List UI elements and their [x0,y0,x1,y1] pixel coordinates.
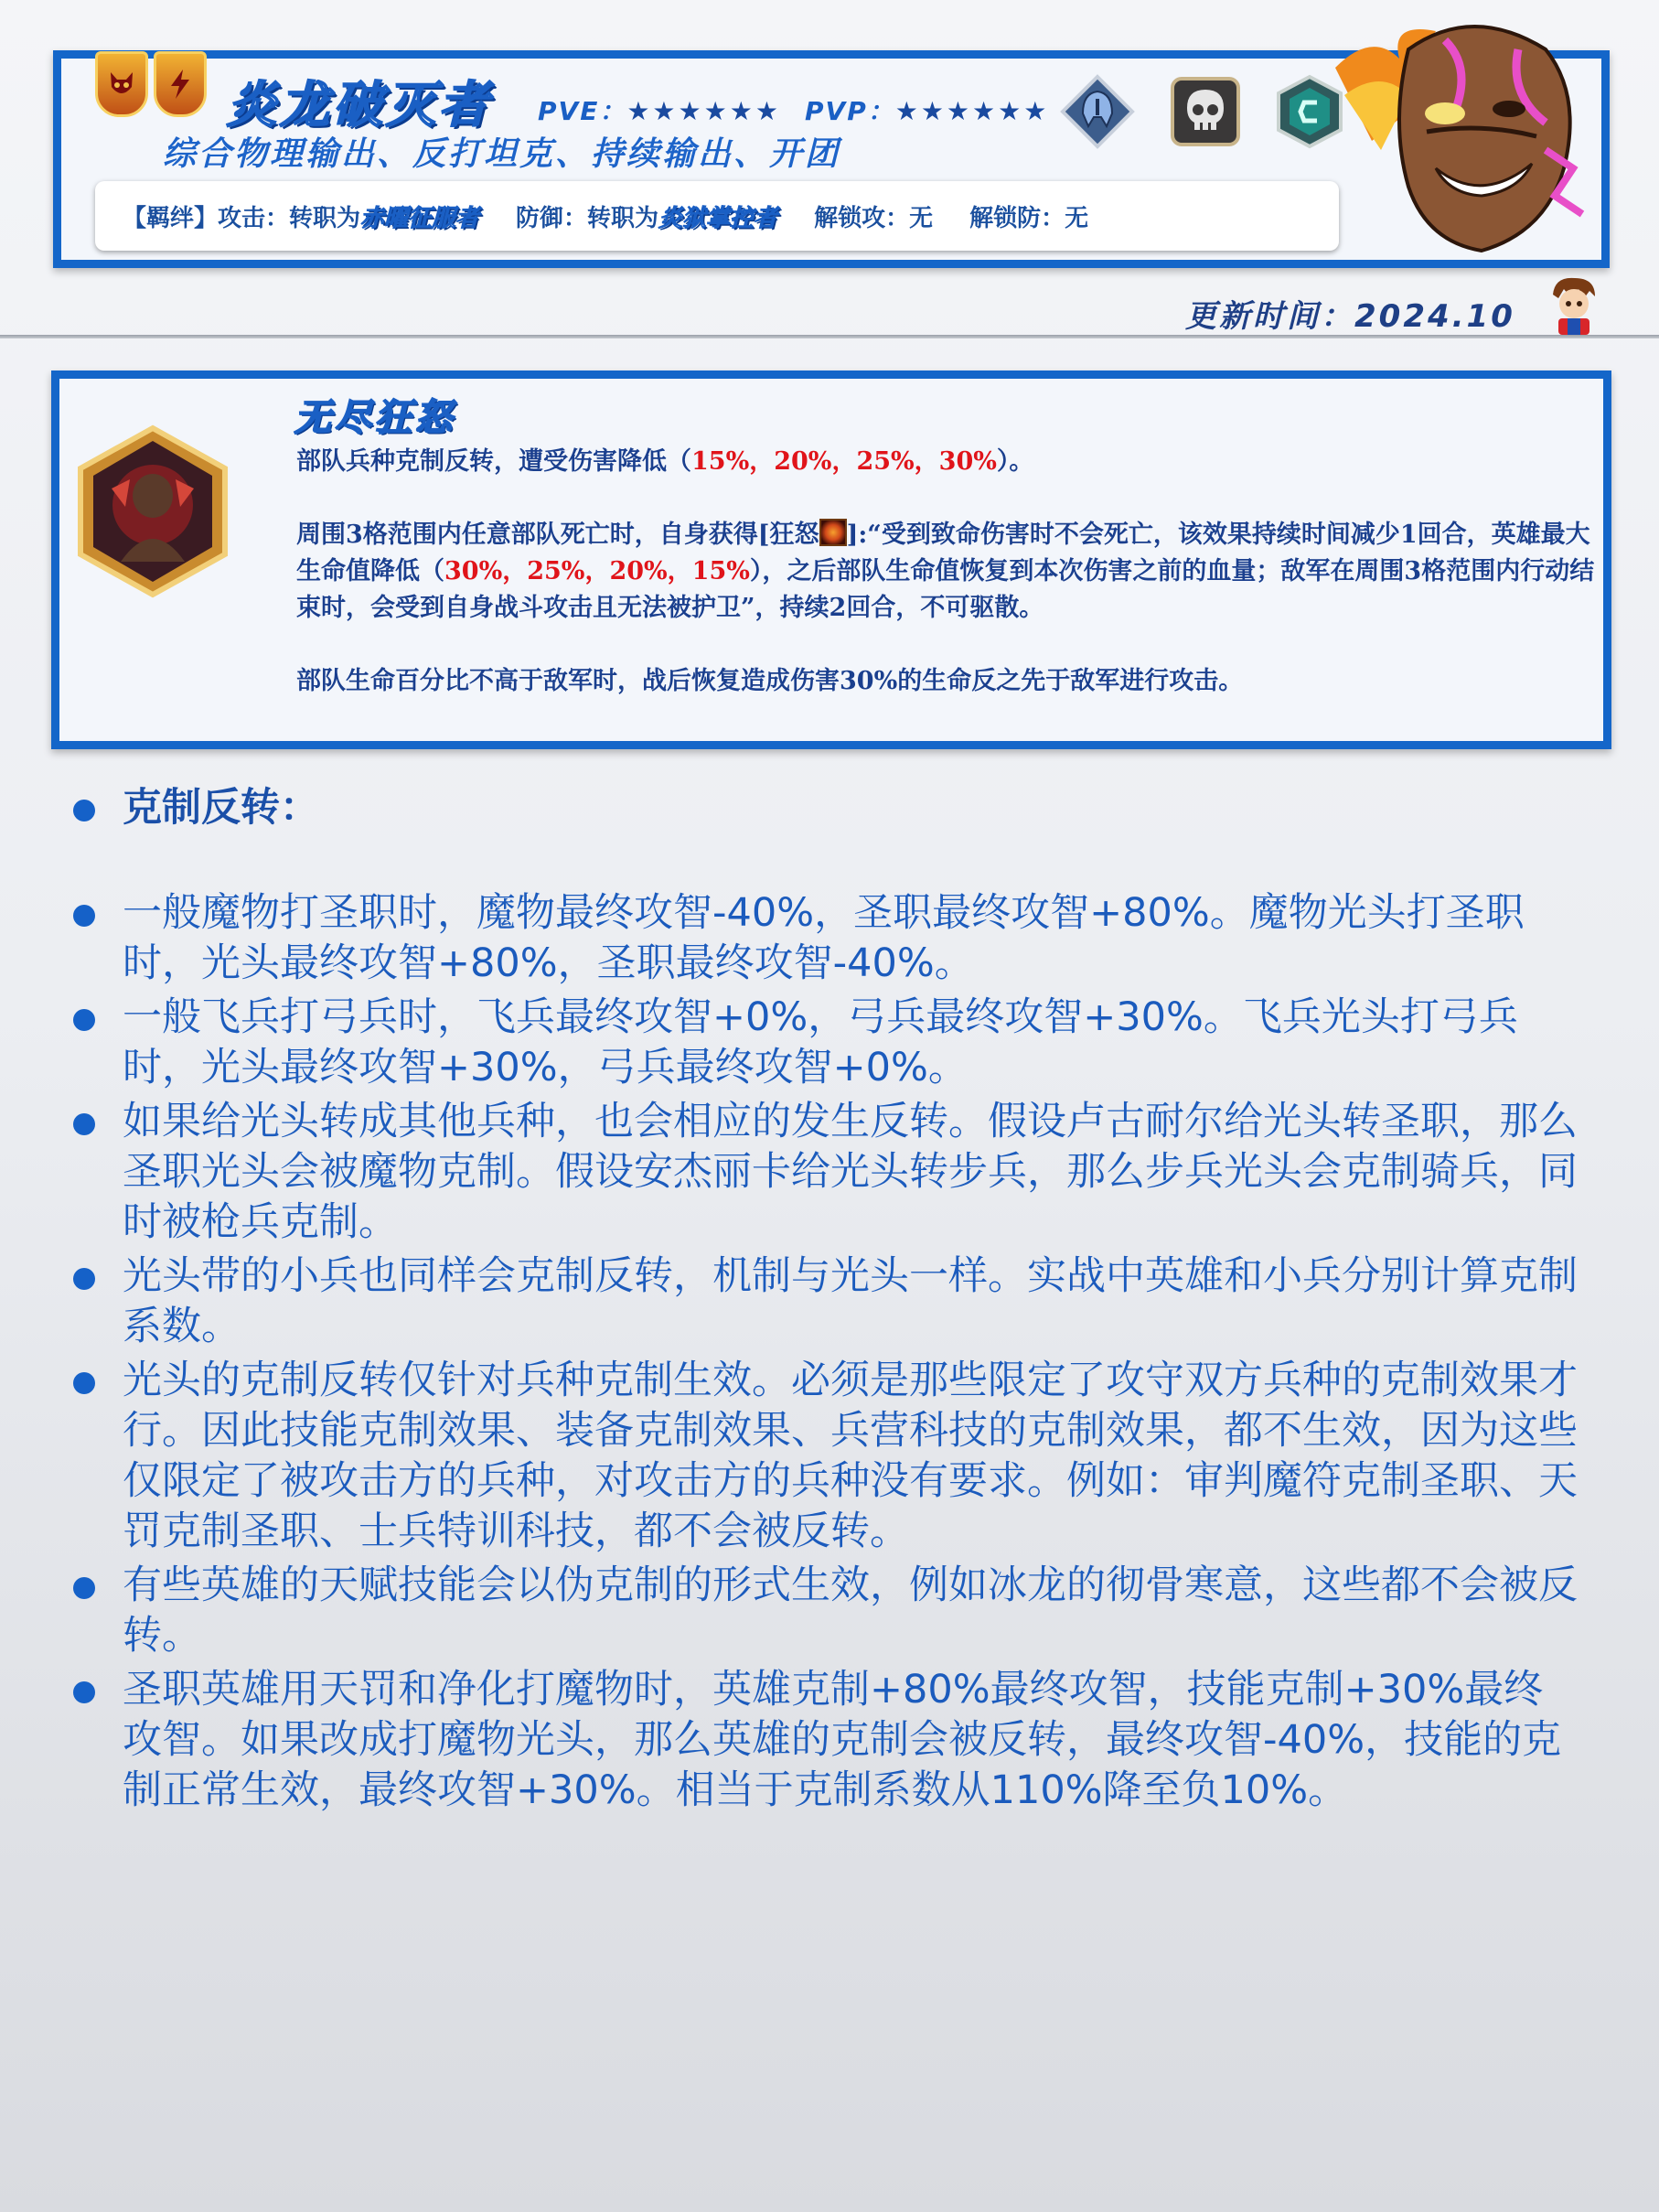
counter-reversal-notes [64,783,1582,1820]
pvp-label: PVP： [805,96,895,126]
bond-attack-label: 【羁绊】攻击：转职为 [123,204,361,232]
skill-name: 无尽狂怒 [294,397,455,439]
pve-label: PVE： [538,96,627,126]
skill-paragraph-3: 部队生命百分比不高于敌军时，战后恢复造成伤害30%的生命反之先于敌军进行攻击。 [296,667,1244,695]
devil-badge-icon [95,51,148,117]
update-time: 更新时间：2024.10 [1185,298,1515,335]
pve-stars: ★★★★★★ [626,96,781,126]
list-item: 光头的克制反转仅针对兵种克制生效。必须是那些限定了攻守双方兵种的克制效果才行。因此技能克制效果、装备克制效果、兵营科技的克制效果，都不生效，因为这些仅限定了被攻击方的兵种，对攻击方的兵种没有要求。例如：审判魔符克制圣职、天罚克制圣职、士兵特训科技，都不会被反转。 [64,1356,1582,1557]
skill-damage-reduction-values: 15%，20%，25%，30% [691,447,997,476]
list-item: 如果给光头转成其他兵种，也会相应的发生反转。假设卢古耐尔给光头转圣职，那么圣职光头会被魔物克制。假设安杰丽卡给光头转步兵，那么步兵光头会克制骑兵，同时被枪兵克制。 [64,1097,1582,1248]
skill-text: ）。 [996,447,1034,476]
skill-text: ]:“受到致命伤害时不会死亡，该效果持续时间减少1回合，英雄最大生命值降低（ [296,521,1590,585]
hero-roles: 综合物理输出、反打坦克、持续输出、开团 [163,135,841,173]
hero-portrait [1335,13,1610,260]
skill-emblem-icon [75,424,230,598]
helmet-icon [1059,73,1136,150]
skill-text: 部队兵种克制反转，遭受伤害降低（ [296,447,691,476]
notes-heading: 克制反转： [64,783,1582,833]
skill-text: ），之后部队生命值恢复到本次伤害之前的血量；敌军在周围3格范围内行动结束时，会受到自身战斗攻击且无法被护卫”，持续2回合，不可驱散。 [296,557,1595,622]
hero-name: 炎龙破灭者 [227,76,492,134]
bond-defense-label: 防御：转职为 [516,204,659,232]
list-item: 光头带的小兵也同样会克制反转，机制与光头一样。实战中英雄和小兵分别计算克制系数。 [64,1251,1582,1352]
skill-description [296,444,1595,736]
skill-paragraph-1 [296,444,1595,480]
skull-icon [1167,73,1244,150]
pve-rating [538,91,781,128]
list-item: 有些英雄的天赋技能会以伪克制的形式生效，例如冰龙的彻骨寒意，这些都不会被反转。 [64,1561,1582,1661]
unlock-defense: 解锁防：无 [969,204,1089,232]
list-item: 一般魔物打圣职时，魔物最终攻智-40%，圣职最终攻智+80%。魔物光头打圣职时，光头最终攻智+80%，圣职最终攻智-40%。 [64,888,1582,989]
rage-status-icon [819,519,847,546]
pvp-stars: ★★★★★★ [894,96,1050,126]
pvp-rating [805,91,1049,128]
bond-attack-target: 赤曜征服者 [360,204,480,232]
skill-max-hp-reduction-values: 30%，25%，20%，15% [444,557,750,585]
list-item: 圣职英雄用天罚和净化打魔物时，英雄克制+80%最终攻智，技能克制+30%最终攻智。如果改成打魔物光头，那么英雄的克制会被反转，最终攻智-40%，技能的克制正常生效，最终攻智+30%。相当于克制系数从110%降至负10%。 [64,1665,1582,1816]
bond-defense-target: 炎狱掌控者 [658,204,778,232]
lightning-badge-icon [154,51,207,117]
list-item: 一般飞兵打弓兵时，飞兵最终攻智+0%，弓兵最终攻智+30%。飞兵光头打弓兵时，光头最终攻智+30%，弓兵最终攻智+0%。 [64,993,1582,1093]
skill-paragraph-2 [296,517,1595,627]
unlock-attack: 解锁攻：无 [814,204,934,232]
mascot-avatar [1536,273,1610,337]
skill-text: 周围3格范围内任意部队死亡时，自身获得[狂怒 [296,521,819,549]
bond-bar [95,181,1339,251]
